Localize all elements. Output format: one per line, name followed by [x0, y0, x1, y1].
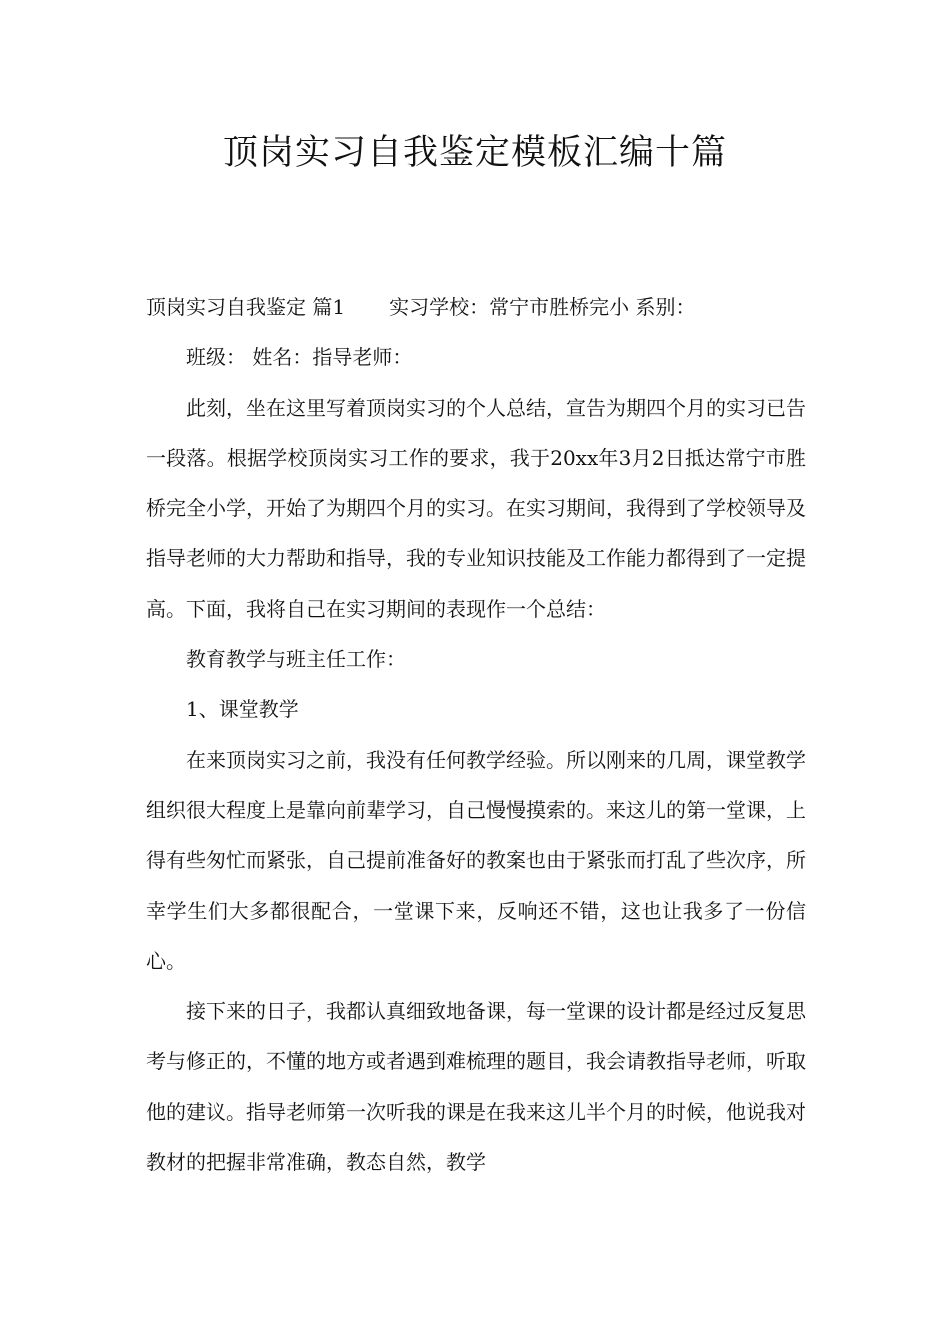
document-body	[146, 282, 806, 1187]
paragraph: 在来顶岗实习之前，我没有任何教学经验。所以刚来的几周，课堂教学组织很大程度上是靠向前辈学习，自己慢慢摸索的。来这儿的第一堂课，上得有些匆忙而紧张，自己提前准备好的教案也由于紧张而打乱了些次序，所幸学生们大多都很配合，一堂课下来，反响还不错，这也让我多了一份信心。	[146, 747, 806, 973]
header-line	[146, 282, 806, 332]
header-line-part2: 实习学校：常宁市胜桥完小 系别：	[389, 295, 696, 319]
info-line: 班级： 姓名：指导老师：	[186, 345, 413, 370]
paragraph: 接下来的日子，我都认真细致地备课，每一堂课的设计都是经过反复思考与修正的，不懂的地方或者遇到难梳理的题目，我会请教指导老师，听取他的建议。指导老师第一次听我的课是在我来这儿半个月的时候，他说我对教材的把握非常准确，教态自然，教学	[146, 999, 806, 1175]
document-title: 顶岗实习自我鉴定模板汇编十篇	[222, 133, 727, 173]
header-line-part1: 顶岗实习自我鉴定 篇1	[146, 295, 346, 319]
section-heading: 教育教学与班主任工作：	[186, 647, 406, 672]
paragraph: 此刻，坐在这里写着顶岗实习的个人总结，宣告为期四个月的实习已告一段落。根据学校顶岗实习工作的要求，我于20xx年3月2日抵达常宁市胜桥完全小学，开始了为期四个月的实习。在实习期间，我得到了学校领导及指导老师的大力帮助和指导，我的专业知识技能及工作能力都得到了一定提高。下面，我将自己在实习期间的表现作一个总结：	[146, 395, 806, 621]
subsection-heading: 1、课堂教学	[186, 697, 299, 722]
